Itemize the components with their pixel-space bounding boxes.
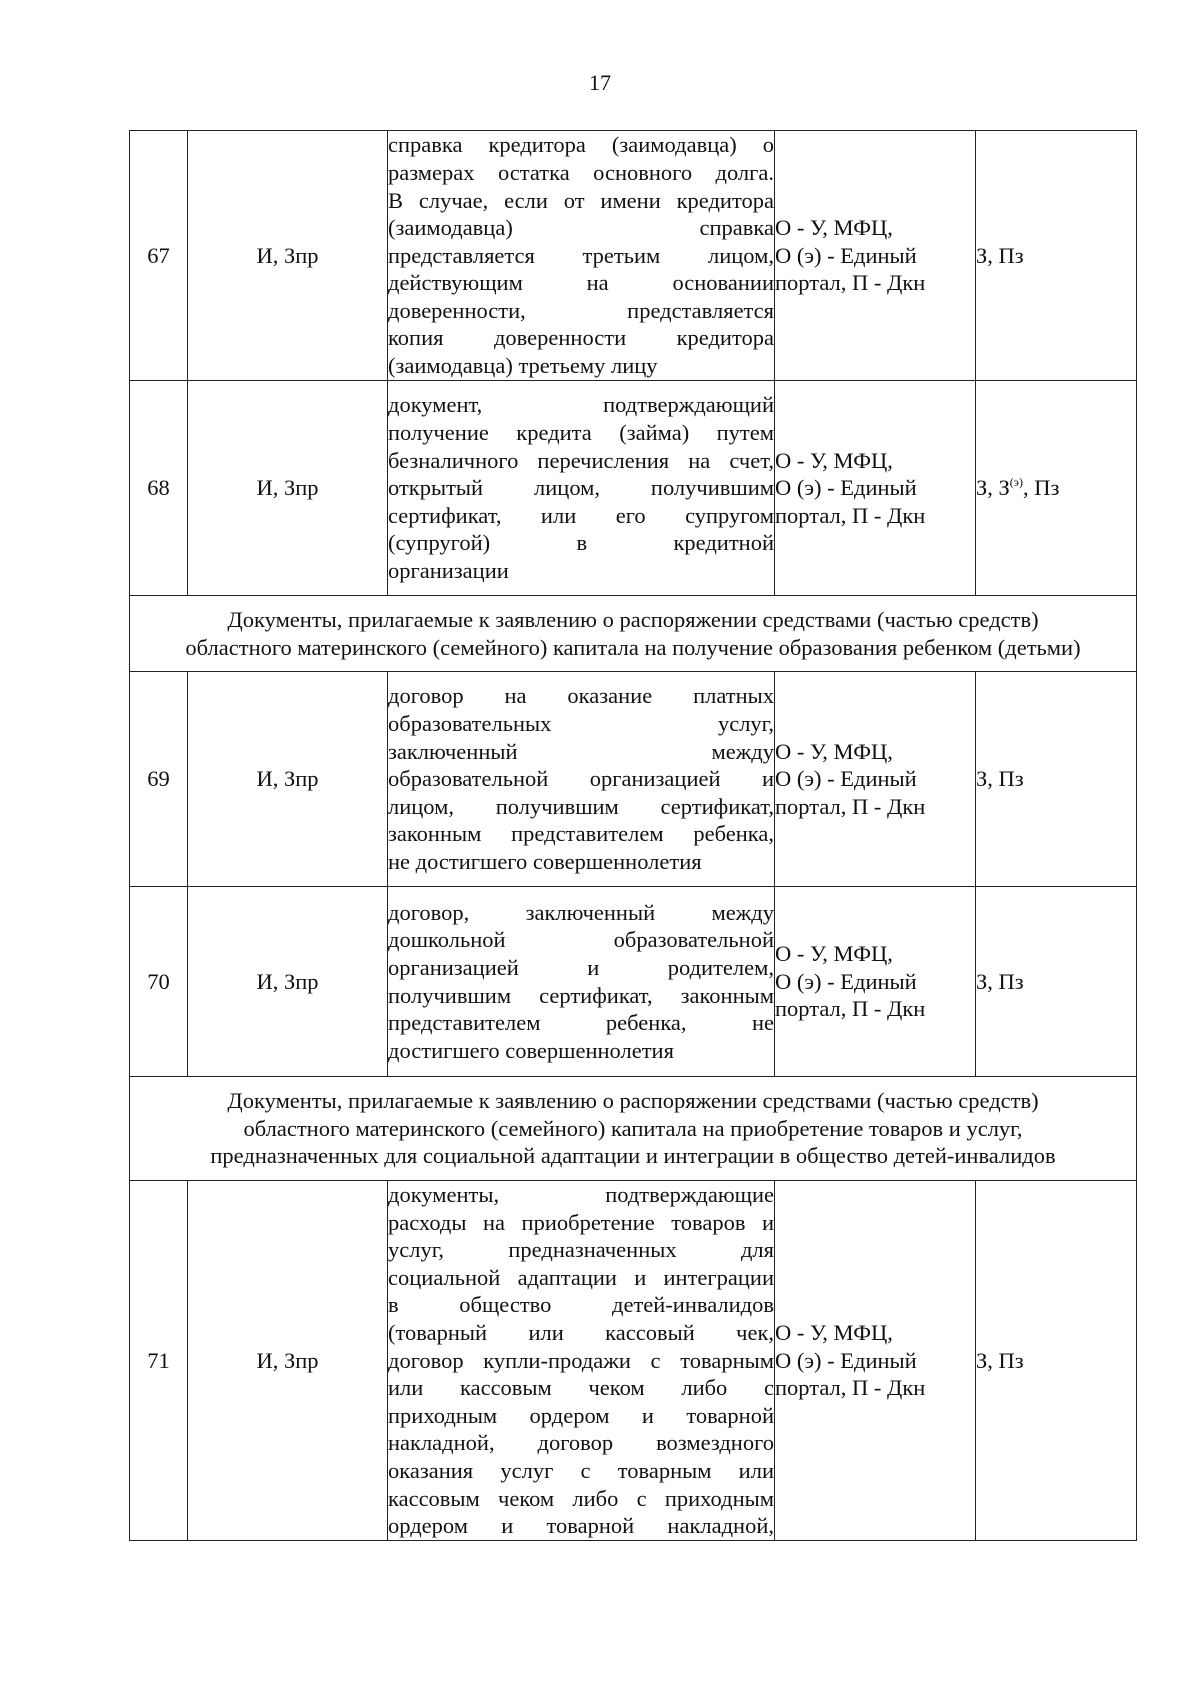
description-line: ордером и товарной накладной, <box>388 1513 774 1539</box>
submission-method <box>775 887 976 1077</box>
documents-table-body <box>130 131 1137 1541</box>
table-row <box>130 1181 1137 1541</box>
description-line: накладной, договор возмездного <box>388 1430 774 1456</box>
section-header-line: Документы, прилагаемые к заявлению о распоряжении средствами (частью средств) <box>227 606 1039 632</box>
description-line: законным представителем ребенка, <box>388 821 774 847</box>
result-code: З, Пз <box>976 672 1137 887</box>
description-line: оказания услуг с товарным или <box>388 1457 774 1483</box>
submission-line: О (э) - Единый <box>775 766 917 792</box>
result-superscript: (э) <box>1009 475 1023 490</box>
description-line: размерах остатка основного долга. <box>388 159 774 185</box>
page-number: 17 <box>589 70 611 95</box>
applicant-code: И, Зпр <box>188 887 388 1077</box>
description-line: заключенный между <box>388 738 774 764</box>
description-line: действующим на основании <box>388 270 774 296</box>
description-line: (заимодавца) справка <box>388 215 774 241</box>
description-line: открытый лицом, получившим <box>388 475 774 501</box>
submission-line: О (э) - Единый <box>775 475 917 501</box>
section-header-line: Документы, прилагаемые к заявлению о распоряжении средствами (частью средств) <box>227 1088 1039 1114</box>
description-line: организации <box>388 557 509 583</box>
document-description <box>388 672 775 887</box>
result-code: З, Пз <box>976 1181 1137 1541</box>
result-code: З, Пз <box>976 131 1137 381</box>
section-header-line: предназначенных для социальной адаптации и интеграции в общество детей-инвалидов <box>210 1143 1056 1169</box>
description-line: (заимодавца) третьему лицу <box>388 353 658 379</box>
description-line: организацией и родителем, <box>388 954 774 980</box>
description-line: социальной адаптации и интеграции <box>388 1264 774 1290</box>
description-line: не достигшего совершеннолетия <box>388 848 702 874</box>
description-line: получившим сертификат, законным <box>388 982 774 1008</box>
applicant-code: И, Зпр <box>188 131 388 381</box>
submission-line: О - У, МФЦ, <box>775 447 893 473</box>
description-line: (супругой) в кредитной <box>388 530 774 556</box>
description-line: копия доверенности кредитора <box>388 325 774 351</box>
submission-line: О (э) - Единый <box>775 242 917 268</box>
row-number: 69 <box>130 672 188 887</box>
section-header <box>130 1077 1137 1181</box>
result-code: З, Пз <box>976 887 1137 1077</box>
section-header-line: областного материнского (семейного) капитала на приобретение товаров и услуг, <box>243 1115 1023 1141</box>
description-line: расходы на приобретение товаров и <box>388 1209 774 1235</box>
document-description <box>388 381 775 596</box>
description-line: услуг, предназначенных для <box>388 1237 774 1263</box>
section-header-line: областного материнского (семейного) капитала на получение образования ребенком (детьми) <box>185 634 1081 660</box>
row-number: 67 <box>130 131 188 381</box>
submission-method <box>775 1181 976 1541</box>
description-line: образовательных услуг, <box>388 711 774 737</box>
submission-line: О - У, МФЦ, <box>775 941 893 967</box>
description-line: сертификат, или его супругом <box>388 502 774 528</box>
submission-line: портал, П - Дкн <box>775 1375 926 1401</box>
table-row <box>130 672 1137 887</box>
document-description <box>388 131 775 381</box>
description-line: представителем ребенка, не <box>388 1010 774 1036</box>
submission-line: портал, П - Дкн <box>775 270 926 296</box>
description-line: В случае, если от имени кредитора <box>388 187 774 213</box>
description-line: лицом, получившим сертификат, <box>388 793 774 819</box>
description-line: договор, заключенный между <box>388 899 774 925</box>
submission-line: портал, П - Дкн <box>775 502 926 528</box>
description-line: или кассовым чеком либо с <box>388 1375 774 1401</box>
row-number: 70 <box>130 887 188 1077</box>
submission-line: портал, П - Дкн <box>775 793 926 819</box>
document-description <box>388 887 775 1077</box>
description-line: получение кредита (займа) путем <box>388 420 774 446</box>
row-number: 68 <box>130 381 188 596</box>
result-code: З, $З^{(э)}$, Пз <box>976 381 1137 596</box>
row-number: 71 <box>130 1181 188 1541</box>
description-line: договор на оказание платных <box>388 683 774 709</box>
description-line: образовательной организацией и <box>388 766 774 792</box>
submission-method <box>775 131 976 381</box>
documents-table <box>129 130 1137 1541</box>
description-line: документы, подтверждающие <box>388 1182 774 1207</box>
description-line: (товарный или кассовый чек, <box>388 1319 774 1345</box>
description-line: приходным ордером и товарной <box>388 1402 774 1428</box>
table-row <box>130 131 1137 381</box>
description-line: доверенности, представляется <box>388 297 774 323</box>
description-line: представляется третьим лицом, <box>388 242 774 268</box>
section-row <box>130 596 1137 672</box>
description-line: документ, подтверждающий <box>388 392 774 418</box>
submission-line: О - У, МФЦ, <box>775 738 893 764</box>
document-description <box>388 1181 775 1541</box>
description-line: кассовым чеком либо с приходным <box>388 1485 774 1511</box>
table-row <box>130 381 1137 596</box>
submission-line: О - У, МФЦ, <box>775 215 893 241</box>
applicant-code: И, Зпр <box>188 381 388 596</box>
submission-line: О (э) - Единый <box>775 968 917 994</box>
applicant-code: И, Зпр <box>188 1181 388 1541</box>
description-line: договор купли-продажи с товарным <box>388 1347 774 1373</box>
submission-line: портал, П - Дкн <box>775 996 926 1022</box>
submission-line: О - У, МФЦ, <box>775 1319 893 1345</box>
description-line: в общество детей-инвалидов <box>388 1292 774 1318</box>
description-line: безналичного перечисления на счет, <box>388 447 774 473</box>
description-line: достигшего совершеннолетия <box>388 1037 674 1063</box>
description-line: справка кредитора (заимодавца) о <box>388 132 774 158</box>
submission-method <box>775 672 976 887</box>
description-line: дошкольной образовательной <box>388 927 774 953</box>
section-header <box>130 596 1137 672</box>
submission-method <box>775 381 976 596</box>
applicant-code: И, Зпр <box>188 672 388 887</box>
section-row <box>130 1077 1137 1181</box>
submission-line: О (э) - Единый <box>775 1347 917 1373</box>
table-row <box>130 887 1137 1077</box>
